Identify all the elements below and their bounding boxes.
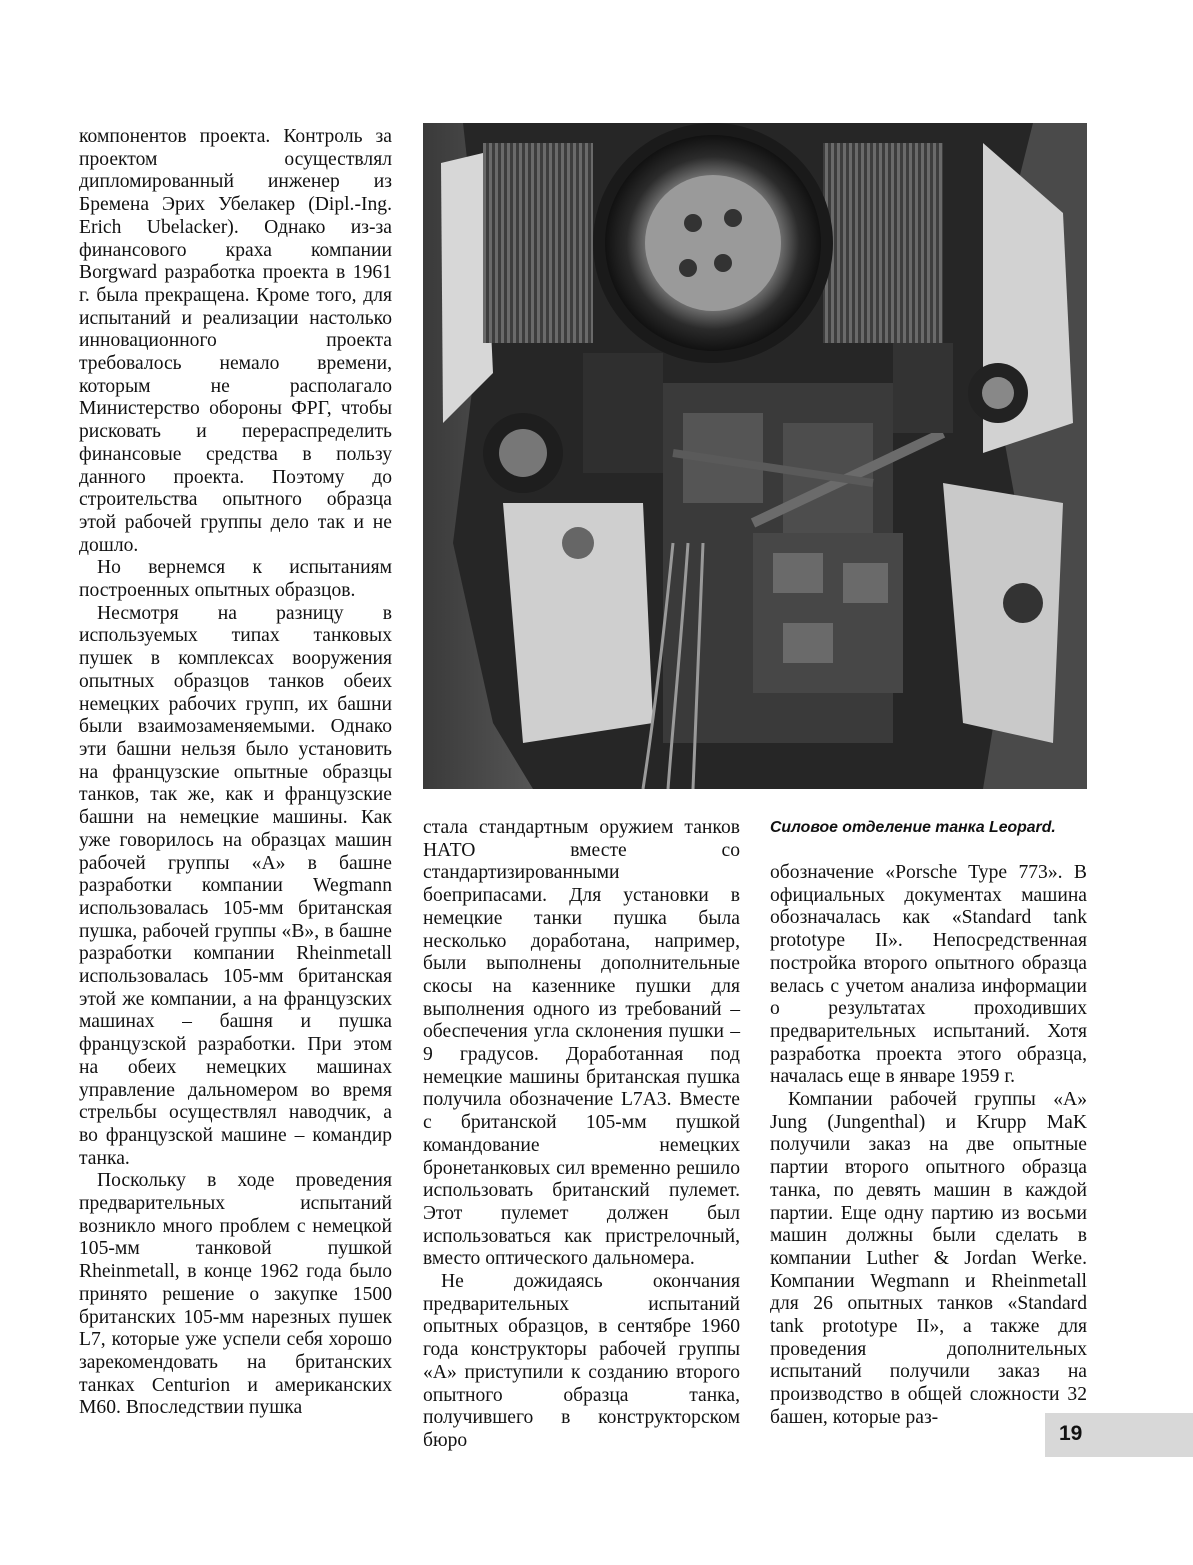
page-number: 19: [1059, 1422, 1083, 1445]
paragraph: обозначение «Porsche Type 773». В официальных документах машина обозначалась как «Standard tank prototype II». Непосредственная постройка второго опытного образца велась с учетом анализа информации о результатах проходивших предварительных испытаний. Хотя разработка проекта этого образца, началась еще в январе 1959 г.: [770, 862, 1087, 1088]
text-column-1: [79, 126, 392, 1420]
paragraph: Компании рабочей группы «А» Jung (Jungenthal) и Krupp MaK получили заказ на две опытные партии второго опытного образца танка, по девять машин в каждой партии. Еще одну партию из восьми машин должны были сделать в компании Luther & Jordan Werke. Компании Wegmann и Rheinmetall для 26 опытных танков «Standard tank prototype II», а также для проведения дополнительных испытаний получили заказ на производство в общей сложности 32 башен, которые раз-: [770, 1089, 1087, 1428]
paragraph: Но вернемся к испытаниям построенных опытных образцов.: [79, 557, 392, 602]
paragraph: Поскольку в ходе проведения предварительных испытаний возникло много проблем с немецкой 105-мм танковой пушкой Rheinmetall, в конце 1962 года было принято решение о закупке 1500 британских 105-мм нарезных пушек L7, которые уже успели себя хорошо зарекомендовать на британских танках Centurion и американских M60. Впоследствии пушка: [79, 1170, 392, 1419]
text-column-3: [770, 862, 1087, 1430]
text-column-2: [423, 817, 740, 1453]
paragraph: Не дожидаясь окончания предварительных испытаний опытных образцов, в сентябре 1960 года конструкторы рабочей группы «А» приступили к созданию второго опытного образца танка, получившего в конструкторском бюро: [423, 1271, 740, 1451]
paragraph: компонентов проекта. Контроль за проектом осуществлял дипломированный инженер из Бремена Эрих Убелакер (Dipl.-Ing. Erich Ubelacker). Однако из-за финансового краха компании Borgward разработка проекта в 1961 г. была прекращена. Кроме того, для испытаний и реализации настолько инновационного проекта требовалось немало времени, которым не располагало Министерство обороны ФРГ, чтобы рисковать и перераспределить финансовые средства в пользу данного проекта. Поэтому до строительства опытного образца этой рабочей группы дело так и не дошло.: [79, 126, 392, 556]
page-number-tab: [1045, 1413, 1193, 1457]
engine-compartment-photo: [423, 123, 1087, 789]
paragraph: Несмотря на разницу в используемых типах танковых пушек в комплексах вооружения опытных образцов танков обеих немецких рабочих групп, их башни были взаимозаменяемыми. Однако эти башни нельзя было установить на французские опытные образцы танков, так же, как и французские башни на немецкие машины. Как уже говорилось на образцах машин рабочей группы «А» в башне разработки компании Wegmann использовалась 105-мм британская пушка, рабочей группы «В», в башне разработки компании Rheinmetall использовалась 105-мм британская этой же компании, а на французских машинах – башня и пушка французской разработки. При этом на обеих немецких машинах управление дальномером во время стрельбы осуществлял наводчик, а во французской машине – командир танка.: [79, 602, 392, 1169]
paragraph: стала стандартным оружием танков НАТО вместе со стандартизированными боеприпасами. Для установки в немецкие танки пушка была несколько доработана, например, были выполнены дополнительные скосы на казеннике пушки для выполнения одного из требований – обеспечения угла склонения пушки – 9 градусов. Доработанная под немецкие машины британская пушка получила обозначение L7A3. Вместе с британской 105-мм пушкой командование немецких бронетанковых сил временно решило использовать британский пулемет. Этот пулемет должен был использоваться как пристрелочный, вместо оптического дальномера.: [423, 817, 740, 1270]
photo-caption: Силовое отделение танка Leopard.: [770, 819, 1056, 836]
